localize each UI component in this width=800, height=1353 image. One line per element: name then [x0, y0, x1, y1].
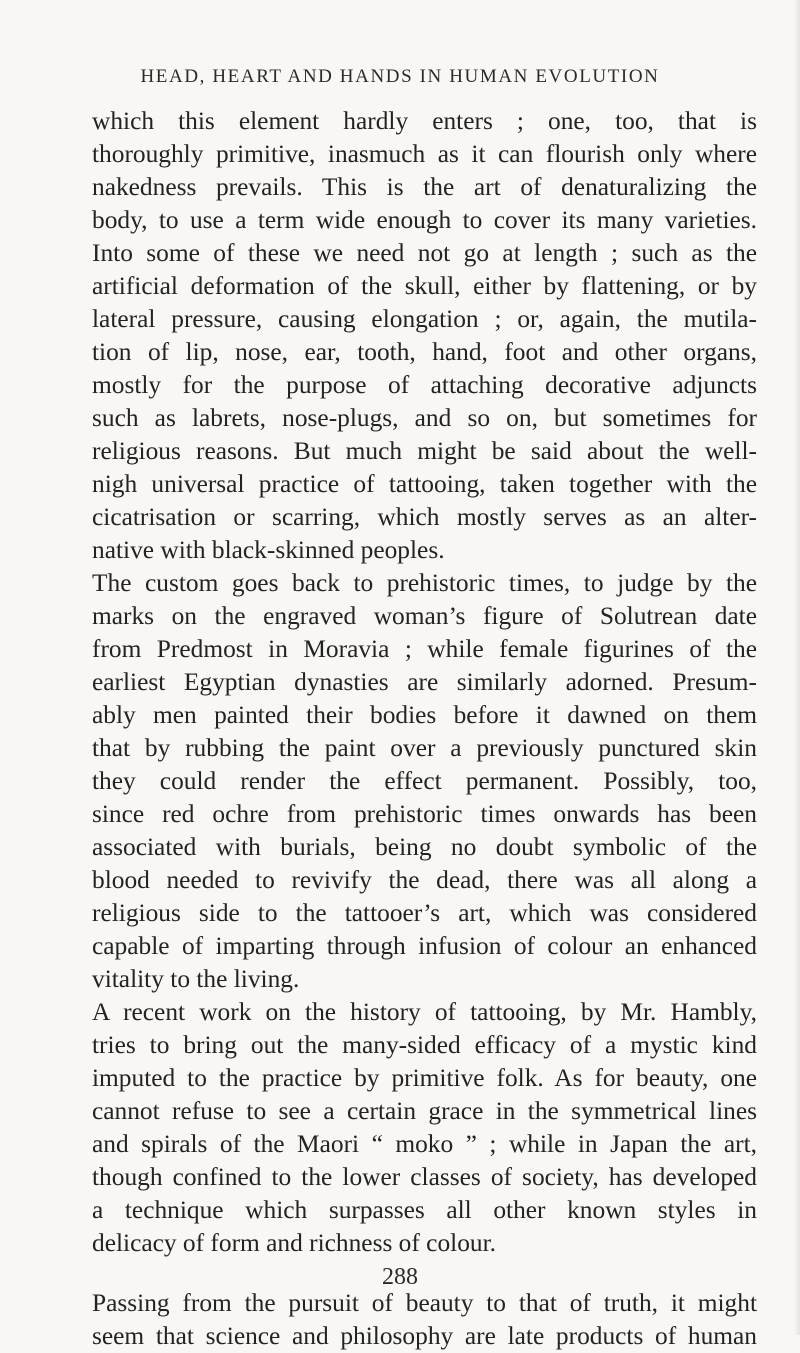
text-line: body, to use a term wide enough to cover its many varieties.	[92, 206, 757, 234]
text-line: vitality to the living.	[92, 965, 300, 993]
body-text	[92, 105, 757, 1353]
text-line: The custom goes back to prehistoric times, to judge by the	[92, 569, 757, 597]
text-line: though confined to the lower classes of society, has developed	[92, 1163, 757, 1191]
text-line: native with black-skinned peoples.	[92, 536, 445, 564]
text-line: from Predmost in Moravia ; while female figurines of the	[92, 635, 757, 663]
text-line: since red ochre from prehistoric times onwards has been	[92, 800, 757, 828]
text-line: tion of lip, nose, ear, tooth, hand, foot and other organs,	[92, 338, 757, 366]
text-line: religious reasons. But much might be said about the well-	[92, 437, 757, 465]
text-line: that by rubbing the paint over a previously punctured skin	[92, 734, 757, 762]
text-line: ably men painted their bodies before it dawned on them	[92, 701, 757, 729]
text-line: which this element hardly enters ; one, too, that is	[92, 107, 757, 135]
page-number: 288	[382, 1264, 418, 1290]
text-line: blood needed to revivify the dead, there was all along a	[92, 866, 757, 894]
text-line: tries to bring out the many-sided efficacy of a mystic kind	[92, 1031, 757, 1059]
text-line: delicacy of form and richness of colour.	[92, 1229, 496, 1257]
text-line: and spirals of the Maori “ moko ” ; while in Japan the art,	[92, 1130, 757, 1158]
text-line: seem that science and philosophy are late products of human	[92, 1322, 757, 1350]
text-line: nakedness prevails. This is the art of denaturalizing the	[92, 173, 757, 201]
text-line: earliest Egyptian dynasties are similarly adorned. Presum-	[92, 668, 757, 696]
text-line: capable of imparting through infusion of colour an enhanced	[92, 932, 757, 960]
text-line: imputed to the practice by primitive folk. As for beauty, one	[92, 1064, 757, 1092]
text-line: artificial deformation of the skull, either by flattening, or by	[92, 272, 757, 300]
text-line: such as labrets, nose-plugs, and so on, but sometimes for	[92, 404, 757, 432]
text-line: cannot refuse to see a certain grace in the symmetrical lines	[92, 1097, 757, 1125]
text-line: religious side to the tattooer’s art, which was considered	[92, 899, 757, 927]
text-line: Passing from the pursuit of beauty to that of truth, it might	[92, 1289, 757, 1317]
page-edge-shadow	[794, 0, 800, 1335]
text-line: they could render the effect permanent. Possibly, too,	[92, 767, 757, 795]
text-line: a technique which surpasses all other known styles in	[92, 1196, 757, 1224]
text-line: mostly for the purpose of attaching decorative adjuncts	[92, 371, 757, 399]
text-line: thoroughly primitive, inasmuch as it can flourish only where	[92, 140, 757, 168]
paragraph-4	[92, 1287, 757, 1353]
running-head: HEAD, HEART AND HANDS IN HUMAN EVOLUTION	[140, 66, 660, 87]
paragraph-2	[92, 567, 757, 996]
text-line: associated with burials, being no doubt symbolic of the	[92, 833, 757, 861]
text-line: lateral pressure, causing elongation ; or, again, the mutila-	[92, 305, 757, 333]
text-line: cicatrisation or scarring, which mostly serves as an alter-	[92, 503, 757, 531]
text-line: A recent work on the history of tattooing, by Mr. Hambly,	[92, 998, 757, 1026]
text-line: Into some of these we need not go at length ; such as the	[92, 239, 757, 267]
paragraph-3	[92, 996, 757, 1260]
text-line: nigh universal practice of tattooing, taken together with the	[92, 470, 757, 498]
text-line: marks on the engraved woman’s figure of Solutrean date	[92, 602, 757, 630]
paragraph-1	[92, 105, 757, 567]
